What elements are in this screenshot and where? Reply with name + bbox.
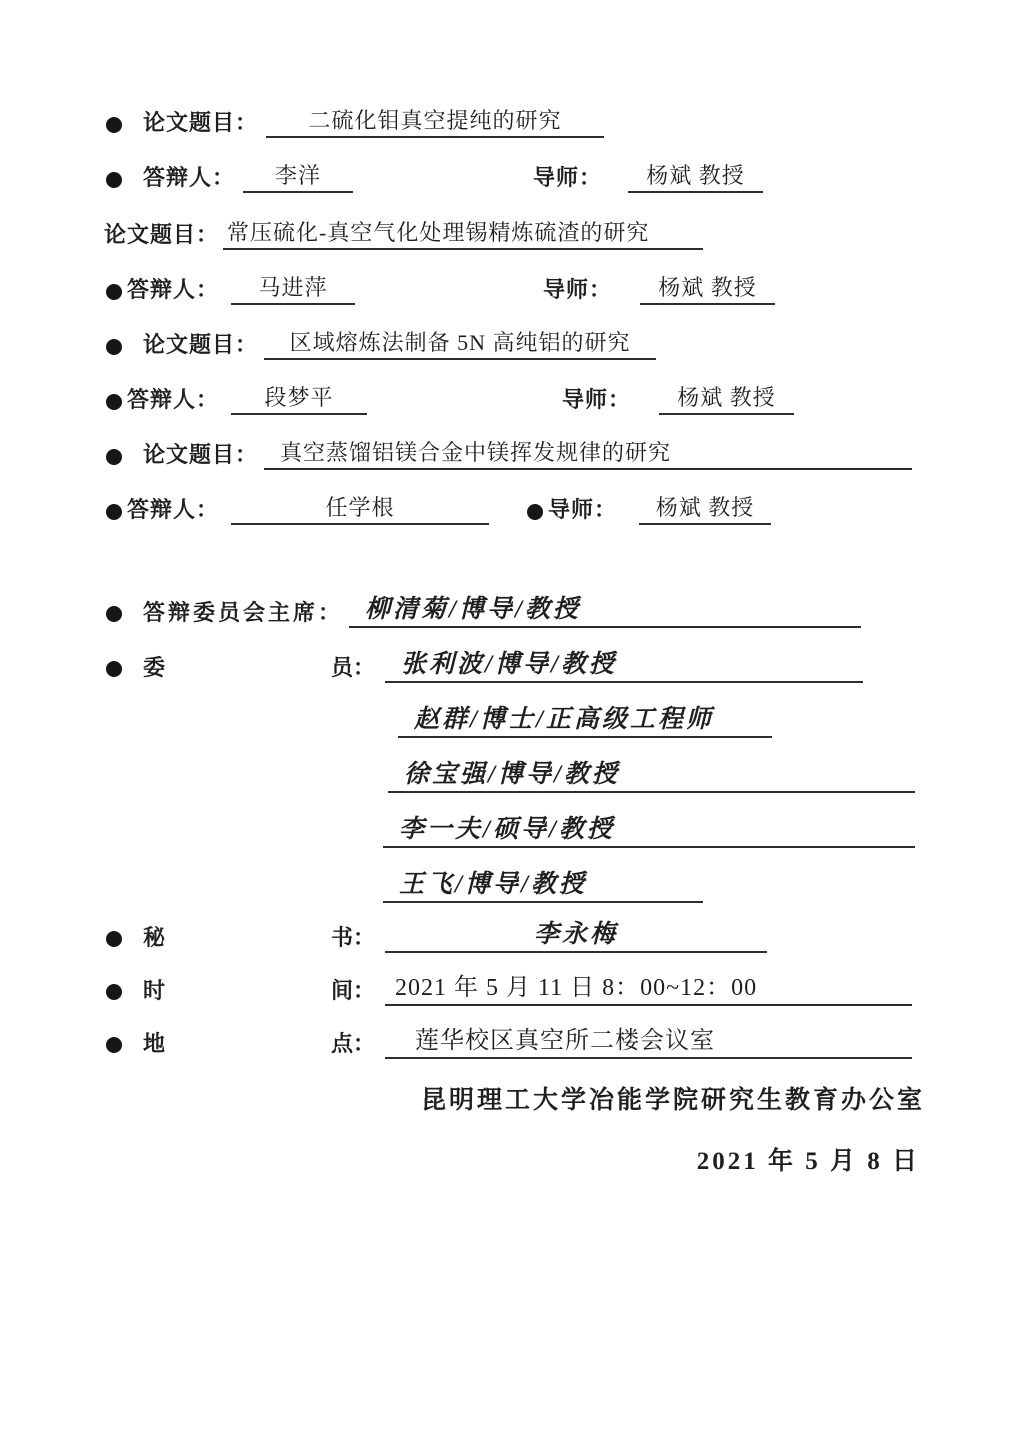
committee-member-row-3 bbox=[388, 759, 915, 793]
bullet-icon bbox=[106, 449, 122, 465]
bullet-icon bbox=[106, 606, 122, 622]
thesis-title-label: 论文题目： bbox=[143, 442, 259, 467]
thesis-title-label: 论文题目： bbox=[143, 332, 259, 357]
supervisor-label: 导师： bbox=[543, 277, 613, 302]
thesis-title-row-1 bbox=[106, 106, 604, 138]
bullet-icon bbox=[106, 284, 122, 300]
footer-office: 昆明理工大学冶能学院研究生教育办公室 bbox=[420, 1087, 925, 1114]
thesis-title-label: 论文题目： bbox=[104, 222, 220, 247]
time-value: 2021 年 5 月 11 日 8：00~12：00 bbox=[385, 972, 912, 1006]
committee-member-value: 徐宝强/博导/教授 bbox=[388, 759, 915, 793]
defender-label: 答辩人： bbox=[127, 277, 220, 302]
place-label: 地 点： bbox=[143, 1031, 375, 1056]
committee-member-value: 王飞/博导/教授 bbox=[383, 869, 703, 903]
supervisor-value: 杨斌 教授 bbox=[659, 383, 794, 415]
time-label: 时 间： bbox=[143, 978, 375, 1003]
defender-value: 马进萍 bbox=[231, 273, 355, 305]
committee-member-row-1 bbox=[106, 649, 863, 683]
thesis-title-value: 常压硫化-真空气化处理锡精炼硫渣的研究 bbox=[223, 218, 703, 250]
committee-member-value: 赵群/博士/正高级工程师 bbox=[398, 704, 772, 738]
thesis-title-row-4 bbox=[106, 438, 912, 470]
thesis-title-row-2 bbox=[104, 218, 703, 250]
supervisor-value: 杨斌 教授 bbox=[639, 493, 771, 525]
committee-chair-label: 答辩委员会主席： bbox=[143, 600, 344, 625]
footer-date: 2021 年 5 月 8 日 bbox=[696, 1148, 920, 1175]
defender-value: 任学根 bbox=[231, 493, 489, 525]
committee-member-label: 委 员： bbox=[143, 655, 375, 680]
bullet-icon bbox=[106, 394, 122, 410]
defender-value: 段梦平 bbox=[231, 383, 367, 415]
supervisor-value: 杨斌 教授 bbox=[640, 273, 775, 305]
committee-member-row-2 bbox=[398, 704, 772, 738]
defender-row-2 bbox=[106, 273, 775, 305]
bullet-icon bbox=[106, 117, 122, 133]
defender-value: 李洋 bbox=[243, 161, 353, 193]
bullet-icon bbox=[106, 661, 122, 677]
committee-member-row-5 bbox=[383, 869, 703, 903]
bullet-icon bbox=[106, 172, 122, 188]
secretary-value: 李永梅 bbox=[385, 919, 767, 953]
thesis-title-row-3 bbox=[106, 328, 656, 360]
place-row bbox=[106, 1025, 912, 1059]
bullet-icon bbox=[106, 984, 122, 1000]
supervisor-label: 导师： bbox=[548, 497, 618, 522]
secretary-row bbox=[106, 919, 767, 953]
bullet-icon bbox=[106, 931, 122, 947]
supervisor-label: 导师： bbox=[562, 387, 632, 412]
bullet-icon bbox=[106, 339, 122, 355]
thesis-title-label: 论文题目： bbox=[143, 110, 259, 135]
committee-chair-row bbox=[106, 594, 861, 628]
defender-label: 答辩人： bbox=[143, 165, 236, 190]
thesis-title-value: 区域熔炼法制备 5N 高纯铝的研究 bbox=[264, 328, 656, 360]
committee-chair-value: 柳清菊/博导/教授 bbox=[349, 594, 861, 628]
defender-row-4 bbox=[106, 493, 771, 525]
committee-member-value: 李一夫/硕导/教授 bbox=[383, 814, 915, 848]
defender-label: 答辩人： bbox=[127, 387, 220, 412]
supervisor-label: 导师： bbox=[533, 165, 603, 190]
defender-row-1 bbox=[106, 161, 763, 193]
place-value: 莲华校区真空所二楼会议室 bbox=[385, 1025, 912, 1059]
thesis-title-value: 真空蒸馏铝镁合金中镁挥发规律的研究 bbox=[264, 438, 912, 470]
bullet-icon bbox=[527, 504, 543, 520]
supervisor-value: 杨斌 教授 bbox=[628, 161, 763, 193]
bullet-icon bbox=[106, 504, 122, 520]
committee-member-row-4 bbox=[383, 814, 915, 848]
time-row bbox=[106, 972, 912, 1006]
defender-label: 答辩人： bbox=[127, 497, 220, 522]
secretary-label: 秘 书： bbox=[143, 925, 375, 950]
defender-row-3 bbox=[106, 383, 794, 415]
committee-member-value: 张利波/博导/教授 bbox=[385, 649, 863, 683]
thesis-title-value: 二硫化钼真空提纯的研究 bbox=[266, 106, 604, 138]
bullet-icon bbox=[106, 1037, 122, 1053]
